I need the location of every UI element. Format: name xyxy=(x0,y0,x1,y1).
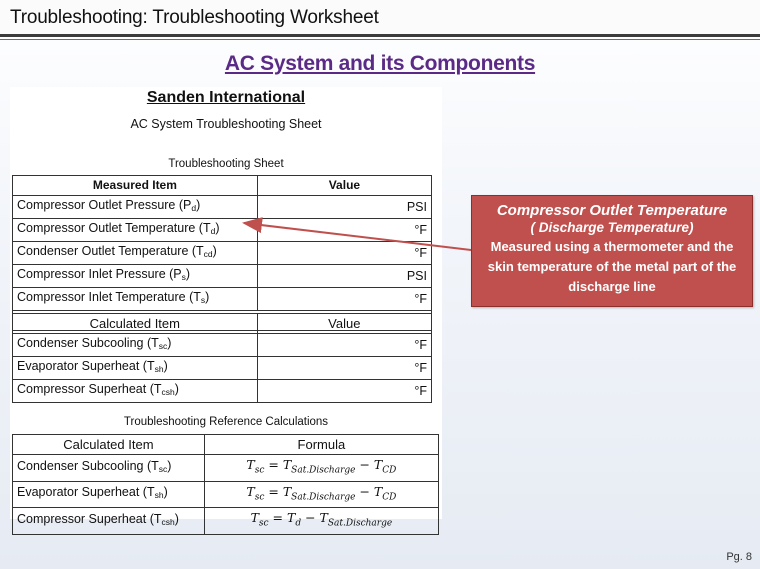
item-subscript: csh xyxy=(161,387,175,397)
measured-value: °F xyxy=(257,288,431,311)
item-subscript: sc xyxy=(158,341,168,351)
formula-term-a: T xyxy=(287,510,296,525)
formula-cell: $T_{sc} = T_d - T_{Sat.Discharge}$ xyxy=(204,508,438,535)
formula-lhs-sub: sc xyxy=(254,492,265,502)
item-label-close: ) xyxy=(185,267,191,281)
item-label: Compressor Outlet Temperature (T xyxy=(17,221,211,235)
item-label: Evaporator Superheat (T xyxy=(17,485,155,500)
item-label-close: ) xyxy=(174,382,179,396)
formula-term-b-sub: Sat.Discharge xyxy=(327,518,393,529)
reference-header-item: Calculated Item xyxy=(13,435,205,455)
formula-term-b: T xyxy=(373,483,383,499)
measured-value: °F xyxy=(257,242,431,265)
item-label-close: ) xyxy=(196,198,201,212)
formula-term-a-sub: Sat.Discharge xyxy=(291,492,356,502)
item-label-close: ) xyxy=(167,336,172,350)
callout-title: Compressor Outlet Temperature xyxy=(496,202,728,219)
formula-term-a-sub: d xyxy=(295,518,302,529)
measured-value: °F xyxy=(257,219,431,242)
formula-lhs-sub: sc xyxy=(254,465,265,476)
item-label: Compressor Outlet Pressure (P xyxy=(17,198,192,212)
callout-body: Measured using a thermometer and the skin temperature of the metal part of the discharge line xyxy=(487,239,737,294)
formula-lhs: T xyxy=(246,457,255,472)
item-label: Condenser Subcooling (T xyxy=(17,458,159,473)
item-subscript: d xyxy=(191,203,197,213)
item-label: Evaporator Superheat (T xyxy=(17,359,155,373)
reference-caption: Troubleshooting Reference Calculations xyxy=(123,416,329,428)
company-name: Sanden International xyxy=(146,89,306,106)
item-label: Compressor Inlet Pressure (P xyxy=(17,267,182,281)
formula-term-b: T xyxy=(319,510,328,525)
formula-lhs: T xyxy=(250,510,259,525)
formula-term-a: T xyxy=(282,483,292,499)
measured-value: PSI xyxy=(257,196,431,219)
item-label: Condenser Subcooling (T xyxy=(17,336,159,350)
item-subscript: s xyxy=(200,295,206,305)
item-label-close: ) xyxy=(212,244,217,258)
formula-lhs-sub: sc xyxy=(258,518,269,529)
calculated-header-value: Value xyxy=(257,314,431,334)
formula-cell: $T_{sc} = T_{Sat.Discharge} - T_{CD}$ xyxy=(204,455,438,482)
item-subscript: sh xyxy=(154,490,164,501)
item-subscript: sh xyxy=(154,364,164,374)
measured-value: PSI xyxy=(257,265,431,288)
formula-term-a-sub: Sat.Discharge xyxy=(291,465,356,476)
item-label: Compressor Superheat (T xyxy=(17,382,162,396)
measured-header-value: Value xyxy=(257,176,431,196)
calculated-value: °F xyxy=(257,334,431,357)
item-subscript: cd xyxy=(203,249,213,259)
section-title: AC System and its Components xyxy=(224,52,536,75)
reference-header-formula: Formula xyxy=(204,435,438,455)
formula-term-b: T xyxy=(373,457,383,472)
item-subscript: s xyxy=(181,272,186,282)
item-label-close: ) xyxy=(174,511,179,526)
item-subscript: d xyxy=(210,226,216,236)
formula-term-a: T xyxy=(282,457,292,472)
item-label-close: ) xyxy=(163,359,168,373)
item-label: Compressor Inlet Temperature (T xyxy=(17,290,201,304)
item-subscript: sc xyxy=(158,463,168,474)
sheet-title: AC System Troubleshooting Sheet xyxy=(130,117,322,131)
measured-header-item: Measured Item xyxy=(13,176,258,196)
page-number: Pg. 8 xyxy=(726,551,752,563)
item-label-close: ) xyxy=(167,458,172,473)
callout-subtitle: ( Discharge Temperature) xyxy=(530,220,694,235)
calculated-value: °F xyxy=(257,357,431,380)
item-label-close: ) xyxy=(205,290,210,304)
item-label-close: ) xyxy=(163,485,168,500)
formula-lhs: T xyxy=(246,483,255,499)
calculated-value: °F xyxy=(257,380,431,403)
page-title: Troubleshooting: Troubleshooting Worksheet xyxy=(10,7,379,28)
formula-cell: $T_{sc} = T_{Sat.Discharge} - T_{CD}$ xyxy=(204,481,438,508)
item-label: Compressor Superheat (T xyxy=(17,511,162,526)
formula-term-b-sub: CD xyxy=(382,492,397,502)
item-label: Condenser Outlet Temperature (T xyxy=(17,244,204,258)
item-subscript: csh xyxy=(161,516,175,527)
measured-caption: Troubleshooting Sheet xyxy=(168,158,284,170)
calculated-header-item: Calculated Item xyxy=(13,314,258,334)
formula-term-b-sub: CD xyxy=(382,465,397,476)
callout-box xyxy=(471,195,753,307)
item-label-close: ) xyxy=(215,221,220,235)
